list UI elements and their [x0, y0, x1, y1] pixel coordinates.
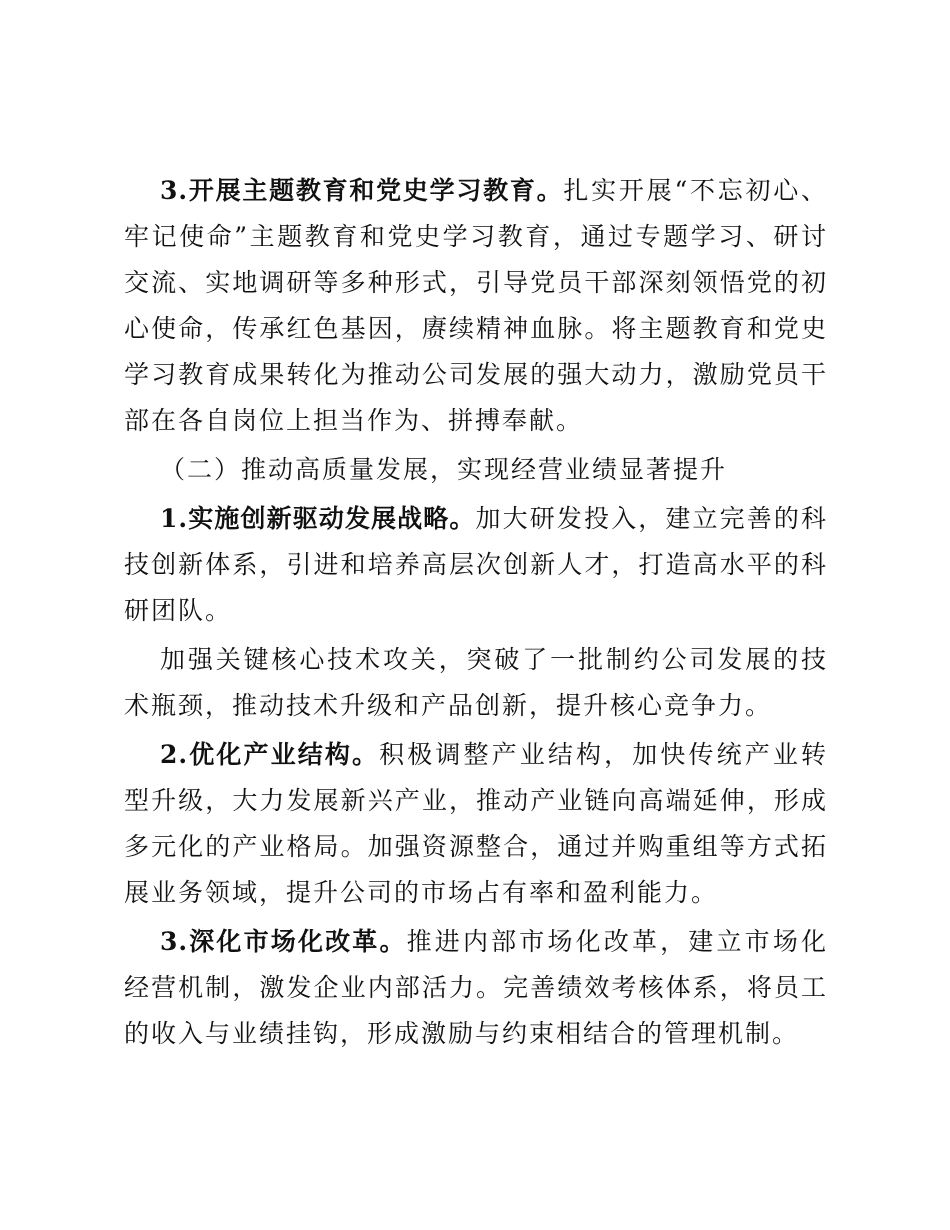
paragraph-body: 扎实开展“不忘初心、牢记使命”主题教育和党史学习教育，通过专题学习、研讨交流、实地调研等多种形式，引导党员干部深刻领悟党的初心使命，传承红色基因，赓续精神血脉。将主题教育和党史学习教育成果转化为推动公司发展的强大动力，激励党员干部在各自岗位上担当作为、拼搏奉献。	[124, 176, 828, 435]
paragraph-body: 积极调整产业结构，加快传统产业转型升级，大力发展新兴产业，推动产业链向高端延伸，形成多元化的产业格局。加强资源整合，通过并购重组等方式拓展业务领域，提升公司的市场占有率和盈利能力。	[124, 740, 828, 907]
paragraph-market-reform	[124, 919, 828, 1057]
paragraph-body: 推进内部市场化改革，建立市场化经营机制，激发企业内部活力。完善绩效考核体系，将员工的收入与业绩挂钩，形成激励与约束相结合的管理机制。	[124, 927, 828, 1048]
paragraph-body: 加强关键核心技术攻关，突破了一批制约公司发展的技术瓶颈，推动技术升级和产品创新，提升核心竞争力。	[124, 645, 828, 720]
paragraph-core-technology	[124, 637, 828, 729]
paragraph-body: 加大研发投入，建立完善的科技创新体系，引进和培养高层次创新人才，打造高水平的科研团队。	[124, 504, 828, 625]
paragraph-heading: 2.优化产业结构。	[160, 740, 380, 769]
paragraph-theme-education	[124, 168, 828, 444]
section-heading-high-quality-development	[124, 447, 828, 493]
paragraph-heading: 1.实施创新驱动发展战略。	[160, 504, 476, 533]
paragraph-innovation-strategy	[124, 496, 828, 634]
section-heading-text: （二）推动高质量发展，实现经营业绩显著提升	[160, 455, 728, 484]
paragraph-heading: 3.开展主题教育和党史学习教育。	[160, 176, 564, 205]
document-page	[124, 168, 828, 1057]
paragraph-industry-structure	[124, 732, 828, 916]
paragraph-heading: 3.深化市场化改革。	[160, 927, 407, 956]
